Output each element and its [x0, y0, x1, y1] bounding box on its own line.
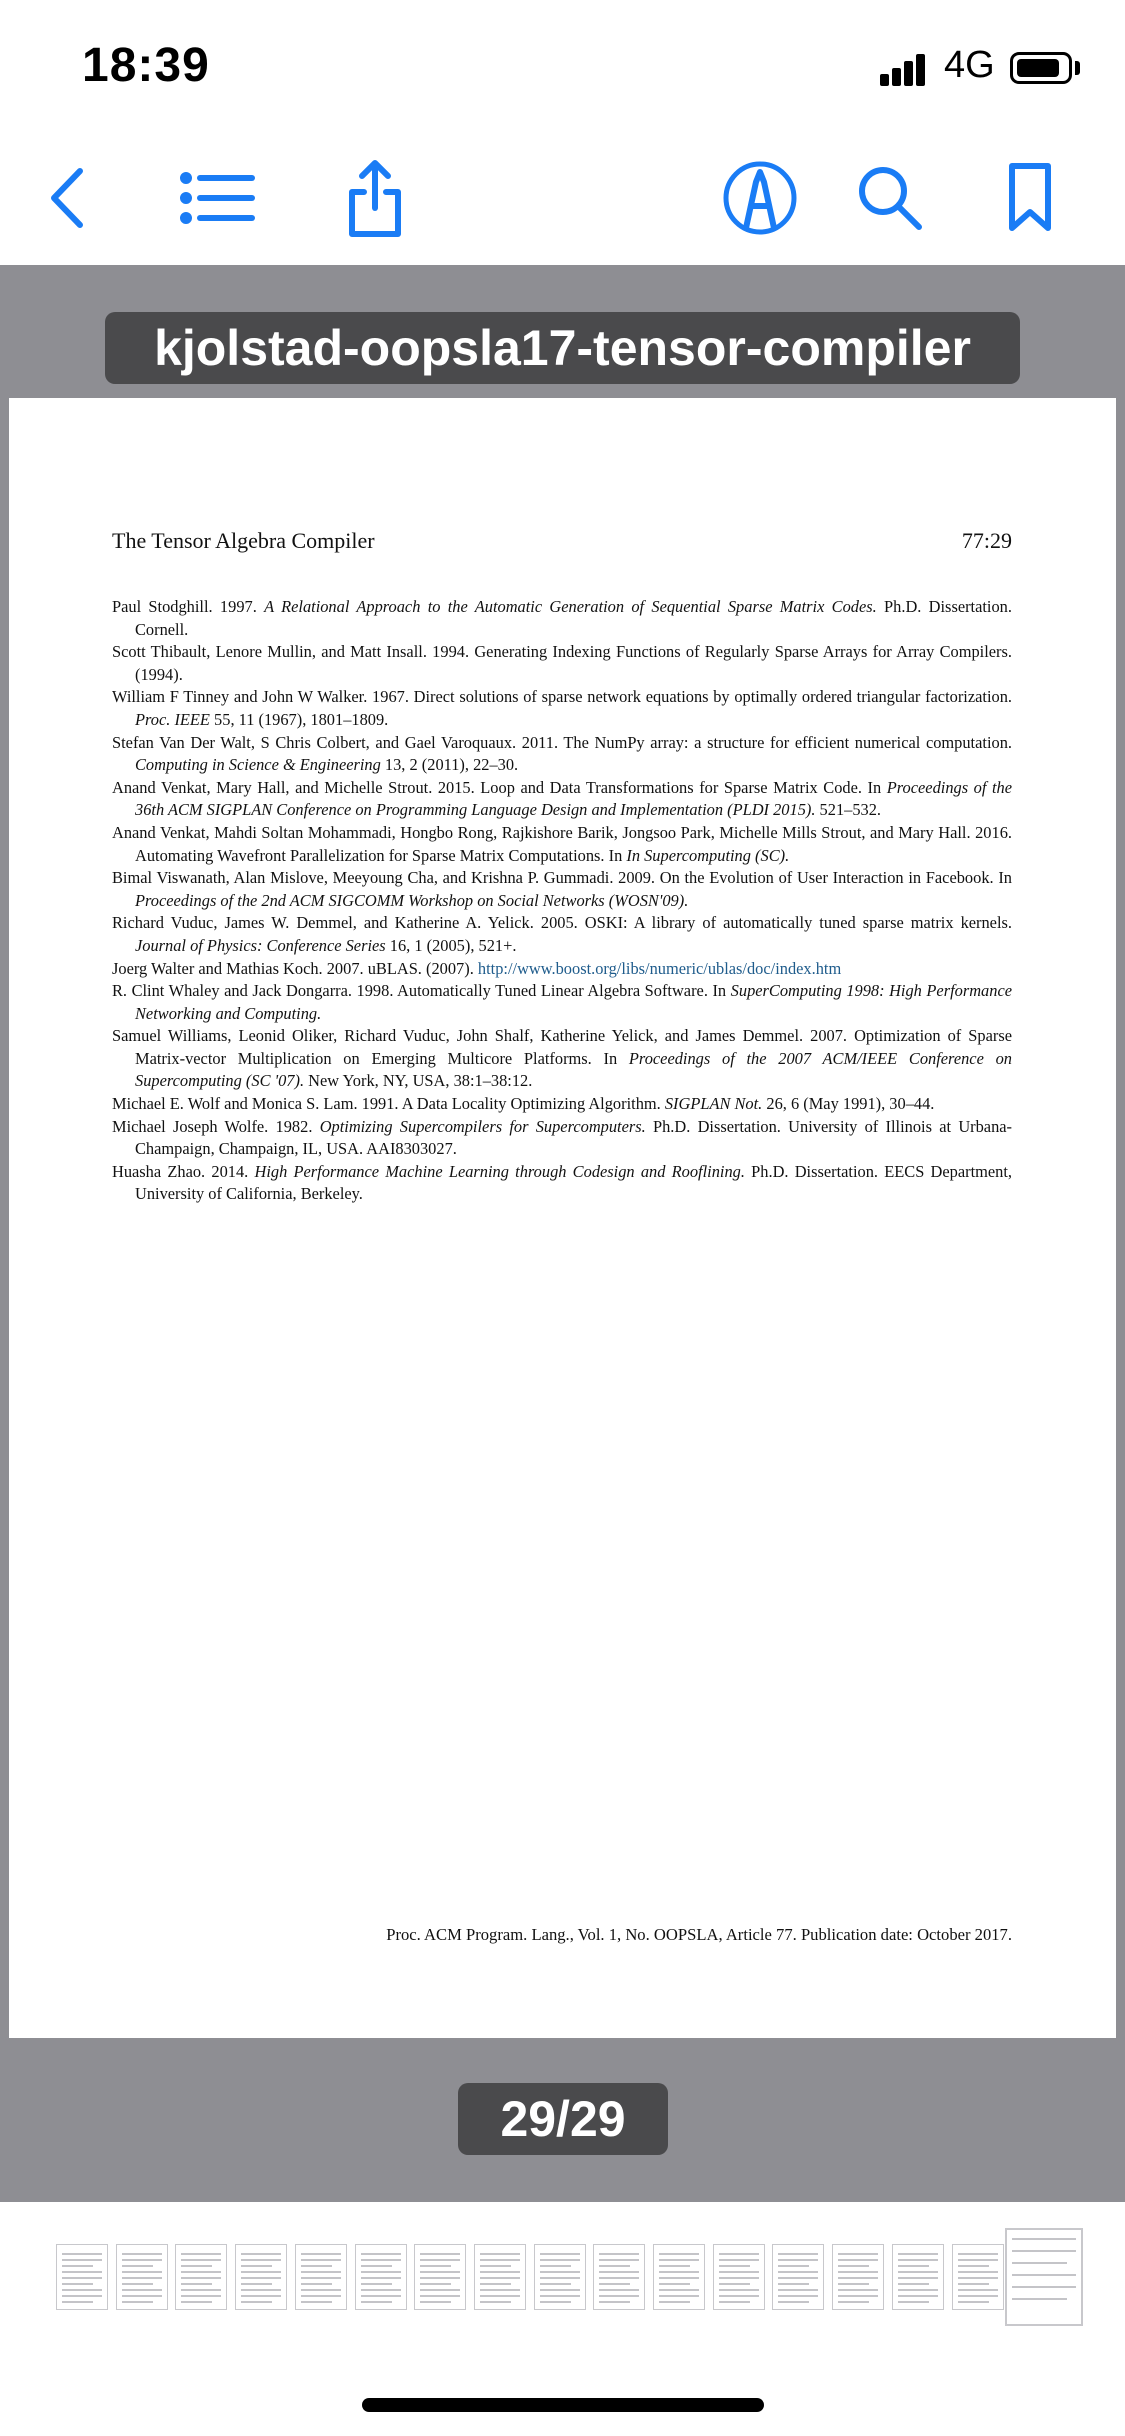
reference-item: Anand Venkat, Mary Hall, and Michelle Strout. 2015. Loop and Data Transformations for Sparse Matrix Code. In Proceedings of the 36th ACM SIGPLAN Conference on Programming Language Design and Implementation (PLDI 2015). 521–532.	[112, 777, 1012, 820]
page-thumbnail[interactable]	[474, 2244, 526, 2310]
reference-item: R. Clint Whaley and Jack Dongarra. 1998. Automatically Tuned Linear Algebra Software. In SuperComputing 1998: High Performance Networking and Computing.	[112, 981, 1012, 1023]
document-viewer[interactable]	[0, 265, 1125, 2202]
page-footer: Proc. ACM Program. Lang., Vol. 1, No. OOPSLA, Article 77. Publication date: October 2017.	[386, 1925, 1012, 1944]
page-thumbnail[interactable]	[355, 2244, 407, 2310]
battery-icon	[1010, 52, 1072, 84]
bookmark-button[interactable]	[990, 158, 1070, 238]
battery-tip	[1075, 61, 1080, 75]
search-button[interactable]	[850, 158, 930, 238]
reference-item: Samuel Williams, Leonid Oliker, Richard Vuduc, John Shalf, Katherine Yelick, and James Demmel. 2007. Optimization of Sparse Matrix-vector Multiplication on Emerging Multicore Platforms. In Proceedings of the 2007 ACM/IEEE Conference on Supercomputing (SC '07). New York, NY, USA, 38:1–38:12.	[112, 1026, 1012, 1091]
running-title: The Tensor Algebra Compiler	[112, 528, 375, 553]
reference-item: Bimal Viswanath, Alan Mislove, Meeyoung Cha, and Krishna P. Gummadi. 2009. On the Evolution of User Interaction in Facebook. In Proceedings of the 2nd ACM SIGCOMM Workshop on Social Networks (WOSN'09).	[112, 868, 1012, 910]
search-icon	[855, 163, 925, 233]
page-thumbnail[interactable]	[414, 2244, 466, 2310]
page-header	[112, 528, 1012, 554]
list-icon	[178, 168, 258, 228]
reference-item: Scott Thibault, Lenore Mullin, and Matt Insall. 1994. Generating Indexing Functions of Regularly Sparse Arrays for Array Compilers. (1994).	[112, 642, 1012, 684]
page-thumbnail[interactable]	[534, 2244, 586, 2310]
share-button[interactable]	[335, 158, 415, 238]
home-indicator[interactable]	[362, 2398, 764, 2412]
reference-link[interactable]: http://www.boost.org/libs/numeric/ublas/doc/index.htm	[477, 958, 842, 978]
page-number: 77:29	[961, 528, 1012, 553]
status-bar	[0, 0, 1125, 130]
reference-item: Michael Joseph Wolfe. 1982. Optimizing Supercompilers for Supercomputers. Ph.D. Dissertation. University of Illinois at Urbana-Champaign, Champaign, IL, USA. AAI8303027.	[112, 1116, 1013, 1159]
toolbar	[0, 130, 1125, 265]
page-thumbnail[interactable]	[56, 2244, 108, 2310]
reference-item: Michael E. Wolf and Monica S. Lam. 1991. A Data Locality Optimizing Algorithm. SIGPLAN Not. 26, 6 (May 1991), 30–44.	[112, 1094, 935, 1114]
page-thumbnail[interactable]	[952, 2244, 1004, 2310]
reference-item: Stefan Van Der Walt, S Chris Colbert, and Gael Varoquaux. 2011. The NumPy array: a structure for efficient numerical computation. Computing in Science & Engineering 13, 2 (2011), 22–30.	[112, 732, 1012, 775]
markup-pen-icon	[720, 158, 800, 238]
pdf-page[interactable]	[9, 398, 1116, 2038]
share-icon	[340, 158, 410, 238]
bookmark-icon	[1000, 160, 1060, 236]
back-icon	[38, 163, 98, 233]
page-thumbnail[interactable]	[892, 2244, 944, 2310]
reference-item: Anand Venkat, Mahdi Soltan Mohammadi, Hongbo Rong, Rajkishore Barik, Jongsoo Park, Michelle Mills Strout, and Mary Hall. 2016. Automating Wavefront Parallelization for Sparse Matrix Computations. In In Supercomputing (SC).	[112, 822, 1012, 865]
page-thumbnail[interactable]	[175, 2244, 227, 2310]
page-thumbnail[interactable]	[1005, 2228, 1083, 2326]
references-list	[112, 596, 1012, 1206]
page-thumbnail[interactable]	[116, 2244, 168, 2310]
page-thumbnail[interactable]	[235, 2244, 287, 2310]
page-thumbnail[interactable]	[295, 2244, 347, 2310]
page-thumbnail[interactable]	[593, 2244, 645, 2310]
reference-item: William F Tinney and John W Walker. 1967. Direct solutions of sparse network equations by optimally ordered triangular factorization. Proc. IEEE 55, 11 (1967), 1801–1809.	[112, 687, 1012, 729]
page-thumbnail[interactable]	[653, 2244, 705, 2310]
cellular-signal-icon	[880, 52, 936, 86]
reference-item: Richard Vuduc, James W. Demmel, and Katherine A. Yelick. 2005. OSKI: A library of automatically tuned sparse matrix kernels. Journal of Physics: Conference Series 16, 1 (2005), 521+.	[112, 913, 1012, 955]
back-button[interactable]	[28, 158, 108, 238]
reference-item: Huasha Zhao. 2014. High Performance Machine Learning through Codesign and Rooflining. Ph.D. Dissertation. EECS Department, University of California, Berkeley.	[112, 1161, 1013, 1204]
document-title: kjolstad-oopsla17-tensor-compiler	[105, 312, 1020, 384]
page-thumbnail[interactable]	[832, 2244, 884, 2310]
page-thumbnail[interactable]	[713, 2244, 765, 2310]
reference-item: Joerg Walter and Mathias Koch. 2007. uBLAS. (2007). http://www.boost.org/libs/numeric/ublas/doc/index.htm	[112, 958, 842, 978]
markup-button[interactable]	[720, 158, 800, 238]
thumbnail-strip[interactable]	[0, 2202, 1125, 2362]
page-thumbnail[interactable]	[772, 2244, 824, 2310]
network-type: 4G	[944, 44, 995, 86]
page-indicator: 29/29	[458, 2083, 668, 2155]
status-time: 18:39	[82, 39, 210, 92]
reference-item: Paul Stodghill. 1997. A Relational Approach to the Automatic Generation of Sequential Sparse Matrix Codes. Ph.D. Dissertation. Cornell.	[112, 597, 1012, 639]
outline-button[interactable]	[178, 158, 258, 238]
